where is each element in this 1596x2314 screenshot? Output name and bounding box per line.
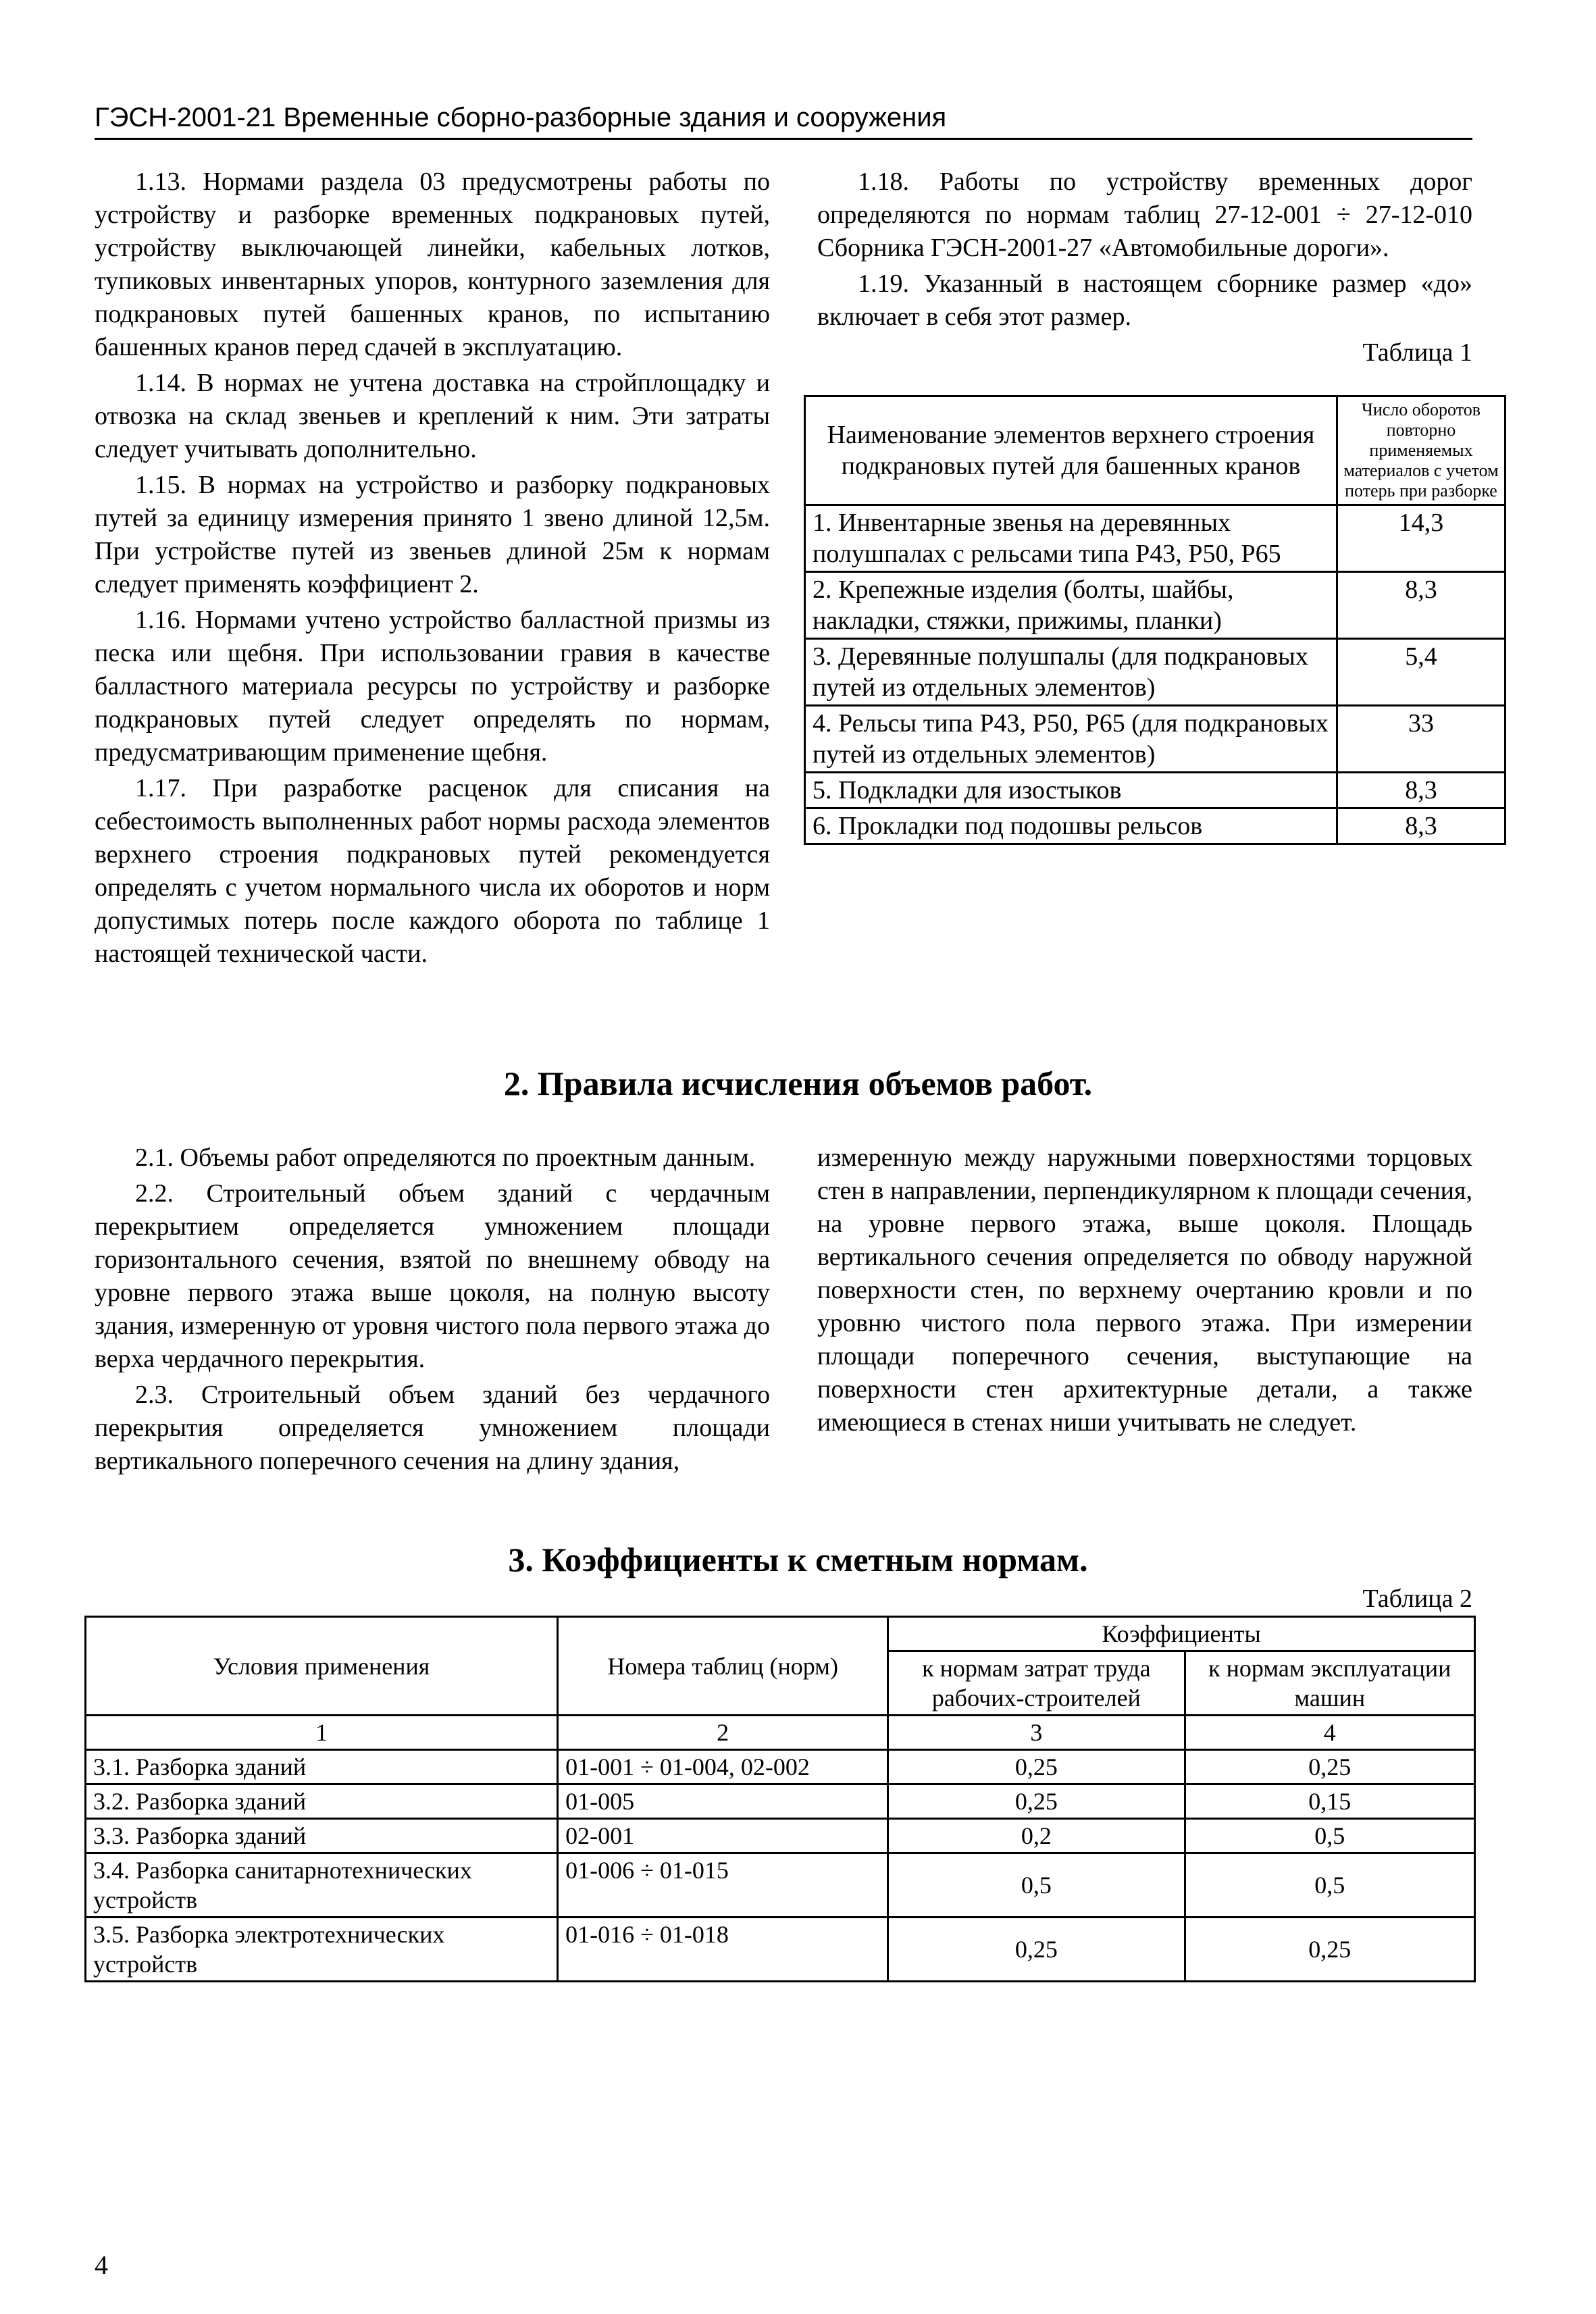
table1-header-elements: Наименование элементов верхнего строения подкрановых путей для башенных кранов (805, 396, 1337, 505)
table1-cell-name: 4. Рельсы типа Р43, Р50, Р65 (для подкрановых путей из отдельных элементов) (805, 706, 1337, 773)
table2-cell-machines: 0,25 (1185, 1750, 1474, 1784)
table2-cell-tables: 02-001 (558, 1819, 888, 1853)
table2-col-number: 3 (888, 1716, 1185, 1750)
table2-cell-condition: 3.3. Разборка зданий (86, 1819, 558, 1853)
table2-cell-condition: 3.4. Разборка санитарнотехнических устройств (86, 1853, 558, 1918)
table-row (86, 1750, 1475, 1784)
table1-label: Таблица 1 (1362, 338, 1472, 367)
table2-cell-machines: 0,25 (1185, 1918, 1474, 1982)
table2-cell-condition: 3.2. Разборка зданий (86, 1784, 558, 1819)
table2-cell-condition: 3.1. Разборка зданий (86, 1750, 558, 1784)
table-header-row (86, 1617, 1475, 1651)
paragraph-1-13: 1.13. Нормами раздела 03 предусмотрены работы по устройству и разборке временных подкрановых путей, устройству выключающей линейки, кабельных лотков, тупиковых инвентарных упоров, контурного заземления для подкрановых путей башенных кранов, по испытанию башенных кранов перед сдачей в эксплуатацию. (95, 168, 770, 361)
table-row (86, 1853, 1475, 1918)
table2-col-number: 2 (558, 1716, 888, 1750)
table1-cell-value: 8,3 (1337, 808, 1505, 844)
table-column-numbers-row (86, 1716, 1475, 1750)
paragraph-2-2: 2.2. Строительный объем зданий с чердачным перекрытием определяется умножением площади горизонтального сечения, взятой по внешнему обводу на уровне первого этажа выше цоколя, на полную высоту здания, измеренную от уровня чистого пола первого этажа до верха чердачного перекрытия. (95, 1179, 770, 1373)
table1-cell-value: 14,3 (1337, 505, 1505, 572)
table-row (86, 1819, 1475, 1853)
section-3-title: 3. Коэффициенты к сметным нормам. (508, 1541, 1088, 1578)
table2-cell-labor: 0,2 (888, 1819, 1185, 1853)
table2-cell-tables: 01-016 ÷ 01-018 (558, 1918, 888, 1982)
table2-cell-labor: 0,25 (888, 1750, 1185, 1784)
table-row (805, 505, 1505, 572)
table2-cell-labor: 0,25 (888, 1784, 1185, 1819)
table2-header-labor: к нормам затрат труда рабочих-строителей (888, 1651, 1185, 1716)
table2-cell-machines: 0,5 (1185, 1853, 1474, 1918)
table1-cell-value: 33 (1337, 706, 1505, 773)
table-2 (84, 1616, 1476, 1982)
right-column (817, 165, 1472, 369)
table1-header-turnover: Число оборотов повторно применяемых материалов с учетом потерь при разборке (1337, 396, 1505, 505)
table-row (805, 808, 1505, 844)
section-2-left-column (95, 1141, 770, 1481)
table1-cell-value: 8,3 (1337, 773, 1505, 808)
table-row (805, 773, 1505, 808)
table2-cell-machines: 0,5 (1185, 1819, 1474, 1853)
paragraph-1-16: 1.16. Нормами учтено устройство балластной призмы из песка или щебня. При использовании гравия в качестве балластного материала ресурсы по устройству и разборке подкрановых путей следует определять по нормам, предусматривающим применение щебня. (95, 606, 770, 767)
table-row (805, 706, 1505, 773)
table-row (805, 572, 1505, 639)
table-row (805, 639, 1505, 706)
table2-cell-labor: 0,5 (888, 1853, 1185, 1918)
table1-cell-value: 5,4 (1337, 639, 1505, 706)
paragraph-2-3-continued: измеренную между наружными поверхностями торцовых стен в направлении, перпендикулярном к площади сечения, на уровне первого этажа, выше цоколя. Площадь вертикального сечения определяется по обводу наружной поверхности стен, по верхнему очертанию кровли и по уровню чистого пола первого этажа. При измерении площади поперечного сечения, выступающие на поверхности стен архитектурные детали, а также имеющиеся в стенах ниши учитывать не следует. (817, 1143, 1472, 1437)
table-1 (804, 395, 1506, 845)
table2-cell-machines: 0,15 (1185, 1784, 1474, 1819)
table2-col-number: 1 (86, 1716, 558, 1750)
table2-col-number: 4 (1185, 1716, 1474, 1750)
table1-cell-name: 5. Подкладки для изостыков (805, 773, 1337, 808)
paragraph-1-19: 1.19. Указанный в настоящем сборнике размер «до» включает в себя этот размер. (817, 269, 1472, 331)
paragraph-1-14: 1.14. В нормах не учтена доставка на стройплощадку и отвозка на склад звеньев и креплений к ним. Эти затраты следует учитывать дополнительно. (95, 369, 770, 463)
table1-cell-value: 8,3 (1337, 572, 1505, 639)
table2-cell-labor: 0,25 (888, 1918, 1185, 1982)
paragraph-1-15: 1.15. В нормах на устройство и разборку подкрановых путей за единицу измерения принято 1 звено длиной 12,5м. При устройстве путей из звеньев длиной 25м к нормам следует применять коэффициент 2. (95, 471, 770, 598)
left-column (95, 165, 770, 973)
table2-cell-condition: 3.5. Разборка электротехнических устройств (86, 1918, 558, 1982)
paragraph-2-3: 2.3. Строительный объем зданий без чердачного перекрытия определяется умножением площади вертикального поперечного сечения на длину здания, (95, 1381, 770, 1475)
table2-cell-tables: 01-006 ÷ 01-015 (558, 1853, 888, 1918)
running-header: ГЭСН-2001-21 Временные сборно-разборные здания и сооружения (95, 101, 1472, 140)
table1-cell-name: 3. Деревянные полушпалы (для подкрановых путей из отдельных элементов) (805, 639, 1337, 706)
table2-header-tables: Номера таблиц (норм) (558, 1617, 888, 1716)
table2-cell-tables: 01-001 ÷ 01-004, 02-002 (558, 1750, 888, 1784)
section-2-title: 2. Правила исчисления объемов работ. (503, 1064, 1093, 1102)
table2-header-conditions: Условия применения (86, 1617, 558, 1716)
table-row (86, 1918, 1475, 1982)
section-2-right-column (817, 1141, 1472, 1442)
table-header-row (805, 396, 1505, 505)
table1-cell-name: 6. Прокладки под подошвы рельсов (805, 808, 1337, 844)
table2-cell-tables: 01-005 (558, 1784, 888, 1819)
paragraph-1-18: 1.18. Работы по устройству временных дорог определяются по нормам таблиц 27-12-001 ÷ 27-12-010 Сборника ГЭСН-2001-27 «Автомобильные дороги». (817, 168, 1472, 262)
page-number: 4 (95, 2250, 108, 2280)
paragraph-2-1: 2.1. Объемы работ определяются по проектным данным. (135, 1143, 756, 1172)
table-row (86, 1784, 1475, 1819)
table2-header-machines: к нормам эксплуатации машин (1185, 1651, 1474, 1716)
paragraph-1-17: 1.17. При разработке расценок для списания на себестоимость выполненных работ нормы расхода элементов верхнего строения подкрановых путей рекомендуется определять с учетом нормального числа их оборотов и норм допустимых потерь после каждого оборота по таблице 1 настоящей технической части. (95, 774, 770, 968)
table1-cell-name: 2. Крепежные изделия (болты, шайбы, накладки, стяжки, прижимы, планки) (805, 572, 1337, 639)
table1-cell-name: 1. Инвентарные звенья на деревянных полушпалах с рельсами типа Р43, Р50, Р65 (805, 505, 1337, 572)
table2-label: Таблица 2 (1362, 1585, 1472, 1613)
table2-header-coefficients: Коэффициенты (888, 1617, 1475, 1651)
